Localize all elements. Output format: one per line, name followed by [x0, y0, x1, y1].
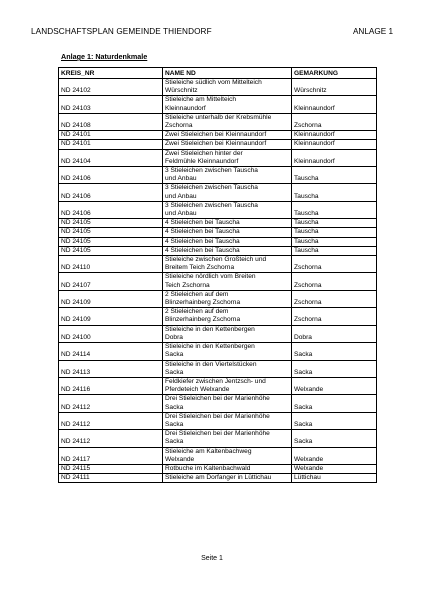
cell-name-line: Dobra — [165, 333, 183, 341]
table-row — [59, 184, 377, 201]
table-row — [59, 113, 377, 130]
page-number: Seite 1 — [201, 555, 223, 562]
cell-kreis-nr: ND 24105 — [59, 228, 163, 237]
cell-name-line: 3 Stieleichen zwischen Tauscha — [165, 201, 258, 209]
column-header-gemarkung: GEMARKUNG — [292, 68, 377, 79]
cell-name-line: 4 Stieleichen bei Tauscha — [165, 228, 240, 236]
table-row — [59, 246, 377, 255]
cell-name-nd — [163, 377, 292, 394]
cell-kreis-nr: ND 24112 — [59, 395, 163, 412]
cell-name-nd — [163, 412, 292, 429]
cell-kreis-nr: ND 24111 — [59, 474, 163, 483]
cell-kreis-nr: ND 24105 — [59, 246, 163, 255]
document-header-appendix: ANLAGE 1 — [352, 27, 393, 36]
cell-name-line: Teich Zschorna — [165, 281, 210, 289]
cell-name-line: Zwei Stieleichen hinter der — [165, 149, 243, 157]
cell-name-line: Stieleiche südlich vom Mittelteich — [165, 79, 262, 86]
table-row — [59, 237, 377, 246]
cell-gemarkung: Welxande — [292, 464, 377, 473]
document-header-title: LANDSCHAFTSPLAN GEMEINDE THIENDORF — [31, 27, 212, 36]
cell-name-line: Stieleiche nördlich vom Breiten — [165, 273, 256, 281]
cell-kreis-nr: ND 24116 — [59, 377, 163, 394]
cell-kreis-nr: ND 24110 — [59, 256, 163, 273]
cell-gemarkung: Tauscha — [292, 167, 377, 184]
table-row — [59, 447, 377, 464]
cell-kreis-nr: ND 24114 — [59, 343, 163, 360]
cell-gemarkung: Kleinnaundorf — [292, 131, 377, 140]
cell-name-line: Sacka — [165, 438, 184, 446]
cell-name-nd — [163, 237, 292, 246]
cell-gemarkung: Tauscha — [292, 219, 377, 228]
cell-name-nd — [163, 201, 292, 218]
cell-name-line: und Anbau — [165, 210, 197, 218]
cell-name-nd — [163, 167, 292, 184]
cell-gemarkung: Würschnitz — [292, 79, 377, 96]
cell-name-line: Zschorna — [165, 122, 193, 130]
cell-name-nd — [163, 184, 292, 201]
cell-name-line: Pferdeteich Welxande — [165, 386, 230, 394]
cell-kreis-nr: ND 24104 — [59, 149, 163, 166]
cell-name-line: Stieleiche am Kaltenbachweg — [165, 447, 252, 455]
table-row — [59, 464, 377, 473]
cell-name-nd — [163, 96, 292, 113]
cell-name-line: Blinzerhainberg Zschorna — [165, 299, 241, 307]
table-row — [59, 412, 377, 429]
cell-gemarkung: Zschorna — [292, 308, 377, 325]
cell-kreis-nr: ND 24113 — [59, 360, 163, 377]
cell-name-line: und Anbau — [165, 175, 197, 183]
cell-name-line: 3 Stieleichen zwischen Tauscha — [165, 184, 258, 192]
cell-name-line: Sacka — [165, 368, 184, 376]
column-header-name-nd: NAME ND — [163, 68, 292, 79]
column-header-kreis-nr: KREIS_NR — [59, 68, 163, 79]
table-row — [59, 430, 377, 447]
cell-name-line: Stieleiche in den Kettenbergen — [165, 343, 255, 351]
cell-name-line: 2 Stieleichen auf dem — [165, 308, 229, 316]
cell-kreis-nr: ND 24115 — [59, 464, 163, 473]
table-row — [59, 228, 377, 237]
cell-kreis-nr: ND 24107 — [59, 273, 163, 290]
cell-name-nd — [163, 290, 292, 307]
cell-gemarkung: Kleinnaundorf — [292, 149, 377, 166]
cell-name-line: Kleinnaundorf — [165, 104, 206, 112]
cell-kreis-nr: ND 24108 — [59, 113, 163, 130]
cell-name-nd — [163, 246, 292, 255]
cell-name-line: Drei Stieleichen bei der Marienhöhe — [165, 430, 270, 438]
cell-name-line: Rotbuche im Kaltenbachwald — [165, 464, 251, 472]
section-title: Anlage 1: Naturdenkmale — [61, 52, 148, 61]
table-row — [59, 201, 377, 218]
table-row — [59, 377, 377, 394]
cell-name-line: Zwei Stieleichen bei Kleinnaundorf — [165, 140, 267, 148]
cell-kreis-nr: ND 24112 — [59, 430, 163, 447]
cell-name-line: 4 Stieleichen bei Tauscha — [165, 246, 240, 254]
cell-name-nd — [163, 430, 292, 447]
cell-name-line: Drei Stieleichen bei der Marienhöhe — [165, 395, 270, 403]
cell-kreis-nr: ND 24102 — [59, 79, 163, 96]
cell-name-nd — [163, 273, 292, 290]
table-row — [59, 256, 377, 273]
cell-gemarkung: Lüttichau — [292, 474, 377, 483]
table-row — [59, 219, 377, 228]
table-row — [59, 96, 377, 113]
cell-gemarkung: Dobra — [292, 325, 377, 342]
cell-kreis-nr: ND 24100 — [59, 325, 163, 342]
cell-name-nd — [163, 149, 292, 166]
cell-name-nd — [163, 256, 292, 273]
cell-name-nd — [163, 131, 292, 140]
cell-name-line: Drei Stieleichen bei der Marienhöhe — [165, 412, 270, 420]
cell-name-line: Stieleiche zwischen Großteich und — [165, 256, 267, 264]
cell-name-nd — [163, 464, 292, 473]
table-row — [59, 149, 377, 166]
cell-gemarkung: Kleinnaundorf — [292, 96, 377, 113]
natural-monuments-table — [58, 67, 377, 483]
table-row — [59, 395, 377, 412]
cell-gemarkung: Zschorna — [292, 113, 377, 130]
cell-gemarkung: Kleinnaundorf — [292, 140, 377, 149]
cell-gemarkung: Zschorna — [292, 273, 377, 290]
table-row — [59, 131, 377, 140]
cell-name-line: Zwei Stieleichen bei Kleinnaundorf — [165, 131, 267, 139]
table-row — [59, 325, 377, 342]
table-row — [59, 273, 377, 290]
cell-name-nd — [163, 325, 292, 342]
cell-kreis-nr: ND 24105 — [59, 237, 163, 246]
cell-name-line: 3 Stieleichen zwischen Tauscha — [165, 167, 258, 175]
table-row — [59, 79, 377, 96]
cell-gemarkung: Tauscha — [292, 246, 377, 255]
cell-name-nd — [163, 447, 292, 464]
cell-name-line: Welxande — [165, 455, 195, 463]
cell-kreis-nr: ND 24106 — [59, 184, 163, 201]
cell-gemarkung: Sacka — [292, 343, 377, 360]
cell-kreis-nr: ND 24101 — [59, 140, 163, 149]
cell-name-line: Stieleiche am Mittelteich — [165, 96, 237, 104]
cell-name-line: 4 Stieleichen bei Tauscha — [165, 219, 240, 227]
cell-name-nd — [163, 360, 292, 377]
cell-name-nd — [163, 113, 292, 130]
table-row — [59, 360, 377, 377]
cell-kreis-nr: ND 24109 — [59, 308, 163, 325]
cell-name-line: Stieleiche am Dorfanger in Lüttichau — [165, 474, 272, 482]
table-row — [59, 140, 377, 149]
cell-gemarkung: Sacka — [292, 360, 377, 377]
cell-name-line: Würschnitz — [165, 87, 198, 95]
cell-gemarkung: Zschorna — [292, 256, 377, 273]
cell-kreis-nr: ND 24106 — [59, 201, 163, 218]
cell-gemarkung: Sacka — [292, 395, 377, 412]
cell-kreis-nr: ND 24117 — [59, 447, 163, 464]
cell-name-line: Stieleiche unterhalb der Krebsmühle — [165, 113, 272, 121]
table-header-row — [59, 68, 377, 79]
cell-kreis-nr: ND 24103 — [59, 96, 163, 113]
table-row — [59, 308, 377, 325]
cell-name-line: Sacka — [165, 420, 184, 428]
cell-name-nd — [163, 79, 292, 96]
cell-name-line: Breitem Teich Zschorna — [165, 264, 235, 272]
cell-name-line: Stieleiche in den Viertelstücken — [165, 360, 257, 368]
cell-name-nd — [163, 474, 292, 483]
cell-name-nd — [163, 343, 292, 360]
cell-gemarkung: Tauscha — [292, 184, 377, 201]
cell-gemarkung: Tauscha — [292, 228, 377, 237]
table-row — [59, 167, 377, 184]
cell-gemarkung: Tauscha — [292, 201, 377, 218]
cell-name-line: Sacka — [165, 351, 184, 359]
cell-kreis-nr: ND 24109 — [59, 290, 163, 307]
cell-gemarkung: Sacka — [292, 430, 377, 447]
cell-kreis-nr: ND 24101 — [59, 131, 163, 140]
cell-kreis-nr: ND 24105 — [59, 219, 163, 228]
cell-name-nd — [163, 395, 292, 412]
cell-name-nd — [163, 308, 292, 325]
table-row — [59, 290, 377, 307]
cell-gemarkung: Welxande — [292, 377, 377, 394]
cell-name-line: Sacka — [165, 403, 184, 411]
cell-name-line: und Anbau — [165, 192, 197, 200]
cell-name-line: Stieleiche in den Kettenbergen — [165, 325, 255, 333]
cell-name-nd — [163, 140, 292, 149]
cell-kreis-nr: ND 24112 — [59, 412, 163, 429]
table-row — [59, 343, 377, 360]
cell-name-line: Feldkiefer zwischen Jentzsch- und — [165, 377, 266, 385]
cell-name-line: Feldmühle Kleinnaundorf — [165, 157, 239, 165]
cell-name-line: 2 Stieleichen auf dem — [165, 290, 229, 298]
cell-gemarkung: Tauscha — [292, 237, 377, 246]
cell-gemarkung: Zschorna — [292, 290, 377, 307]
table-row — [59, 474, 377, 483]
cell-gemarkung: Welxande — [292, 447, 377, 464]
cell-name-nd — [163, 228, 292, 237]
cell-kreis-nr: ND 24106 — [59, 167, 163, 184]
cell-name-line: 4 Stieleichen bei Tauscha — [165, 237, 240, 245]
cell-name-nd — [163, 219, 292, 228]
cell-gemarkung: Sacka — [292, 412, 377, 429]
cell-name-line: Blinzerhainberg Zschorna — [165, 316, 241, 324]
